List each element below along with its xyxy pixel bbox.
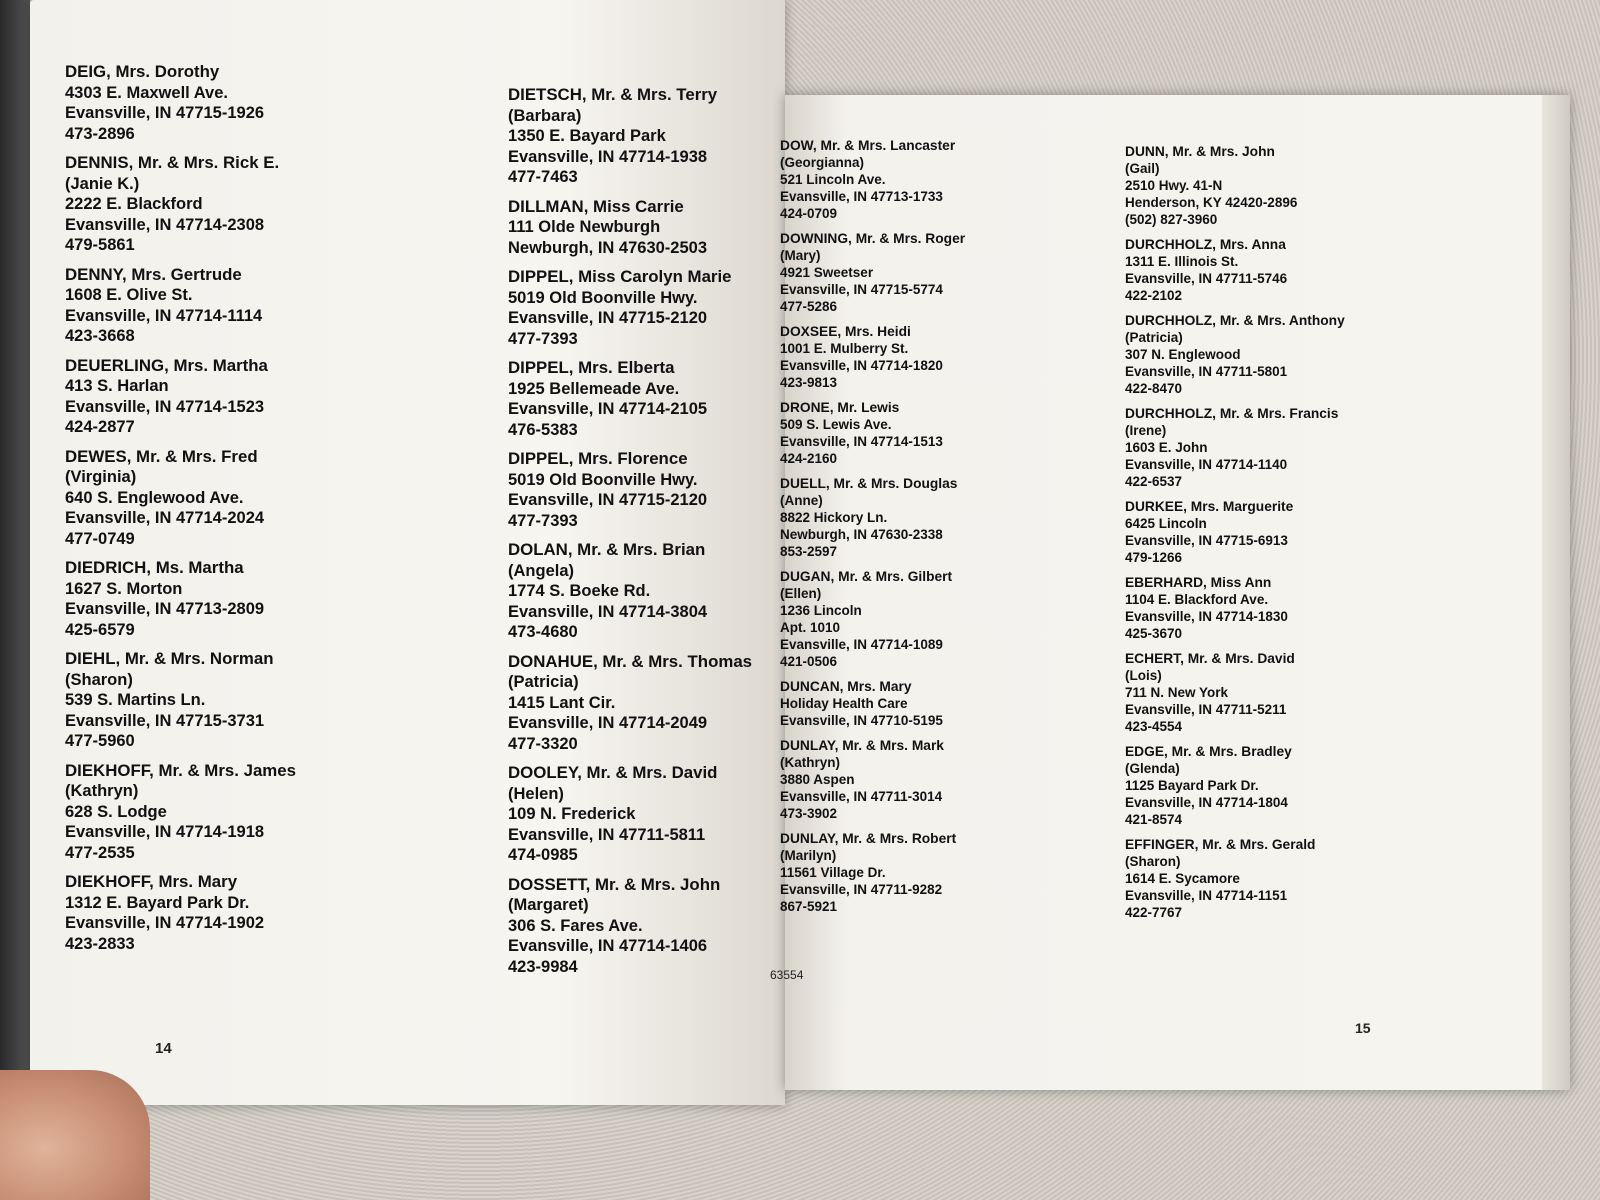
entry-line: 477-2535 [65, 843, 135, 862]
entry-line: Evansville, IN 47714-1406 [508, 937, 708, 955]
entry-line: (Angela) [508, 561, 574, 580]
entry-line: Evansville, IN 47714-1820 [780, 358, 943, 373]
entry-line: Evansville, IN 47714-1523 [65, 397, 265, 416]
entry-name: DIETSCH, Mr. & Mrs. Terry [508, 85, 718, 104]
directory-entry [65, 153, 425, 256]
entry-line: 424-2160 [780, 451, 838, 466]
right-column-1 [780, 137, 1140, 923]
entry-line: 422-8470 [1125, 381, 1183, 396]
entry-line: Evansville, IN 47714-1902 [65, 914, 265, 932]
entry-line: 477-3320 [508, 734, 578, 753]
entry-name: DENNY, Mrs. Gertrude [65, 264, 242, 284]
entry-name: DUNCAN, Mrs. Mary [780, 679, 912, 694]
directory-entry [780, 568, 1140, 670]
entry-line: 1627 S. Morton [65, 579, 183, 598]
entry-name: ECHERT, Mr. & Mrs. David [1125, 651, 1295, 666]
entry-line: 477-7463 [508, 168, 578, 186]
entry-line: Evansville, IN 47714-1151 [1125, 888, 1288, 903]
entry-line: Evansville, IN 47715-6913 [1125, 533, 1288, 548]
left-column-1 [65, 62, 425, 963]
entry-line: Evansville, IN 47711-3014 [780, 789, 943, 804]
entry-name: DRONE, Mr. Lewis [780, 400, 900, 415]
entry-line: 628 S. Lodge [65, 802, 167, 821]
entry-name: DOSSETT, Mr. & Mrs. John [508, 874, 721, 894]
entry-line: 4921 Sweetser [780, 265, 874, 280]
entry-line: (Gail) [1125, 161, 1160, 176]
entry-line: 474-0985 [508, 846, 578, 864]
entry-line: Evansville, IN 47711-9282 [780, 882, 943, 897]
left-page [30, 0, 785, 1105]
entry-line: 422-6537 [1125, 474, 1183, 489]
entry-line: (Glenda) [1125, 761, 1180, 776]
entry-line: 1312 E. Bayard Park Dr. [65, 893, 250, 912]
entry-line: (Margaret) [508, 896, 589, 914]
entry-line: 6425 Lincoln [1125, 516, 1207, 531]
entry-line: Newburgh, IN 47630-2338 [780, 527, 943, 542]
entry-name: DOLAN, Mr. & Mrs. Brian [508, 540, 706, 559]
entry-name: DIEKHOFF, Mr. & Mrs. James [65, 760, 296, 780]
entry-line: 473-4680 [508, 623, 578, 641]
entry-line: Evansville, IN 47714-3804 [508, 602, 708, 621]
directory-entry [1125, 236, 1485, 304]
entry-name: DEUERLING, Mrs. Martha [65, 355, 268, 375]
entry-line: 5019 Old Boonville Hwy. [508, 288, 698, 307]
entry-line: 3880 Aspen [780, 772, 855, 787]
directory-entry [780, 737, 1140, 822]
entry-line: Evansville, IN 47714-2049 [508, 714, 708, 732]
entry-line: 2222 E. Blackford [65, 195, 203, 213]
entry-line: (502) 827-3960 [1125, 212, 1218, 227]
directory-entry [780, 399, 1140, 467]
entry-line: (Patricia) [508, 673, 579, 691]
directory-entry [65, 62, 425, 144]
entry-line: Evansville, IN 47714-1089 [780, 637, 943, 652]
directory-entry [65, 649, 425, 752]
entry-name: DEIG, Mrs. Dorothy [65, 62, 220, 81]
entry-line: Evansville, IN 47711-5211 [1125, 702, 1287, 717]
directory-entry [65, 265, 425, 347]
entry-name: DIEDRICH, Ms. Martha [65, 558, 244, 577]
entry-line: 640 S. Englewood Ave. [65, 488, 244, 507]
entry-line: 477-7393 [508, 329, 578, 348]
directory-entry [780, 137, 1140, 222]
directory-entry [1125, 743, 1485, 828]
entry-line: 421-0506 [780, 654, 838, 669]
entry-line: 479-1266 [1125, 550, 1183, 565]
right-page [770, 95, 1570, 1090]
directory-entry [1125, 836, 1485, 921]
entry-name: DIEHL, Mr. & Mrs. Norman [65, 649, 274, 668]
entry-name: DIEKHOFF, Mrs. Mary [65, 872, 238, 891]
entry-line: 307 N. Englewood [1125, 347, 1241, 362]
entry-line: 479-5861 [65, 236, 135, 254]
entry-line: 477-0749 [65, 529, 135, 548]
thumb [0, 1070, 150, 1200]
entry-line: 4303 E. Maxwell Ave. [65, 83, 228, 102]
entry-line: 423-2833 [65, 934, 135, 953]
right-column-2 [1125, 143, 1485, 929]
entry-line: 476-5383 [508, 420, 578, 439]
entry-line: 413 S. Harlan [65, 377, 169, 395]
entry-line: (Helen) [508, 784, 564, 803]
entry-name: DENNIS, Mr. & Mrs. Rick E. [65, 153, 280, 172]
entry-line: (Lois) [1125, 668, 1162, 683]
entry-line: 423-9813 [780, 375, 838, 390]
entry-line: 11561 Village Dr. [780, 865, 886, 880]
entry-line: 1608 E. Olive St. [65, 286, 193, 304]
directory-entry [65, 872, 425, 954]
entry-line: 1415 Lant Cir. [508, 693, 616, 712]
entry-line: 539 S. Martins Ln. [65, 691, 206, 709]
entry-line: 425-3670 [1125, 626, 1183, 641]
entry-name: DEWES, Mr. & Mrs. Fred [65, 446, 258, 466]
entry-name: DILLMAN, Miss Carrie [508, 196, 684, 216]
entry-line: 109 N. Frederick [508, 805, 636, 823]
directory-entry [780, 830, 1140, 915]
entry-line: Evansville, IN 47714-1830 [1125, 609, 1288, 624]
entry-line: 1125 Bayard Park Dr. [1125, 778, 1259, 793]
entry-line: 1104 E. Blackford Ave. [1125, 592, 1269, 607]
directory-entry [1125, 405, 1485, 490]
entry-line: 111 Olde Newburgh [508, 218, 661, 236]
entry-line: 2510 Hwy. 41-N [1125, 178, 1223, 193]
entry-line: Evansville, IN 47715-5774 [780, 282, 943, 297]
entry-line: (Anne) [780, 493, 823, 508]
entry-name: DUNLAY, Mr. & Mrs. Robert [780, 831, 957, 846]
entry-line: 477-7393 [508, 511, 578, 530]
entry-line: Evansville, IN 47715-2120 [508, 309, 708, 327]
directory-entry [1125, 650, 1485, 735]
entry-line: Evansville, IN 47715-2120 [508, 491, 708, 509]
entry-line: 1925 Bellemeade Ave. [508, 379, 680, 398]
entry-line: Evansville, IN 47714-1140 [1125, 457, 1288, 472]
entry-line: Newburgh, IN 47630-2503 [508, 238, 707, 257]
directory-entry [780, 230, 1140, 315]
entry-line: Evansville, IN 47714-1804 [1125, 795, 1288, 810]
entry-name: DURCHHOLZ, Mr. & Mrs. Francis [1125, 406, 1339, 421]
entry-name: DUNLAY, Mr. & Mrs. Mark [780, 738, 944, 753]
entry-line: 1001 E. Mulberry St. [780, 341, 909, 356]
entry-line: 425-6579 [65, 620, 135, 639]
directory-entry [780, 475, 1140, 560]
entry-line: Evansville, IN 47714-2105 [508, 400, 708, 418]
directory-entry [65, 447, 425, 550]
entry-line: Evansville, IN 47711-5811 [508, 825, 706, 844]
entry-line: Holiday Health Care [780, 696, 908, 711]
entry-name: EDGE, Mr. & Mrs. Bradley [1125, 744, 1292, 759]
entry-line: 477-5960 [65, 732, 135, 750]
entry-line: (Janie K.) [65, 174, 140, 193]
entry-line: 473-3902 [780, 806, 838, 821]
entry-line: 421-8574 [1125, 812, 1183, 827]
entry-line: 521 Lincoln Ave. [780, 172, 886, 187]
entry-line: 1603 E. John [1125, 440, 1208, 455]
entry-name: DUNN, Mr. & Mrs. John [1125, 144, 1275, 159]
entry-line: Henderson, KY 42420-2896 [1125, 195, 1298, 210]
entry-line: Evansville, IN 47714-1114 [65, 306, 263, 325]
entry-line: 711 N. New York [1125, 685, 1229, 700]
directory-entry [1125, 143, 1485, 228]
entry-line: Apt. 1010 [780, 620, 841, 635]
entry-line: 423-9984 [508, 957, 578, 976]
entry-line: 424-0709 [780, 206, 838, 221]
entry-line: Evansville, IN 47714-2308 [65, 215, 265, 234]
entry-line: (Virginia) [65, 468, 137, 486]
entry-line: 1236 Lincoln [780, 603, 862, 618]
directory-entry [65, 356, 425, 438]
entry-line: 853-2597 [780, 544, 838, 559]
entry-name: DOWNING, Mr. & Mrs. Roger [780, 231, 966, 246]
entry-line: 423-3668 [65, 327, 135, 345]
entry-line: 306 S. Fares Ave. [508, 916, 643, 935]
entry-line: Evansville, IN 47711-5746 [1125, 271, 1288, 286]
directory-entry [1125, 498, 1485, 566]
entry-line: (Ellen) [780, 586, 822, 601]
entry-line: (Barbara) [508, 106, 582, 125]
entry-name: DUGAN, Mr. & Mrs. Gilbert [780, 569, 953, 584]
entry-name: EBERHARD, Miss Ann [1125, 575, 1272, 590]
entry-line: (Irene) [1125, 423, 1167, 438]
directory-entry [65, 761, 425, 864]
entry-line: (Patricia) [1125, 330, 1183, 345]
entry-name: DUELL, Mr. & Mrs. Douglas [780, 476, 958, 491]
entry-line: Evansville, IN 47714-1918 [65, 823, 265, 841]
directory-entry [780, 323, 1140, 391]
entry-line: (Georgianna) [780, 155, 865, 170]
entry-name: DOXSEE, Mrs. Heidi [780, 324, 911, 339]
entry-line: 423-4554 [1125, 719, 1183, 734]
entry-name: DOW, Mr. & Mrs. Lancaster [780, 138, 956, 153]
entry-line: Evansville, IN 47711-5801 [1125, 364, 1288, 379]
entry-name: DURCHHOLZ, Mr. & Mrs. Anthony [1125, 313, 1345, 328]
entry-line: Evansville, IN 47715-1926 [65, 104, 265, 122]
entry-line: Evansville, IN 47713-1733 [780, 189, 943, 204]
entry-name: DOOLEY, Mr. & Mrs. David [508, 763, 718, 782]
page-number-left: 14 [155, 1040, 172, 1057]
entry-line: (Sharon) [65, 670, 133, 689]
entry-name: DIPPEL, Miss Carolyn Marie [508, 267, 732, 286]
entry-line: (Sharon) [1125, 854, 1181, 869]
directory-entry [780, 678, 1140, 729]
entry-line: 473-2896 [65, 124, 135, 143]
entry-line: 1350 E. Bayard Park [508, 127, 666, 145]
entry-line: Evansville, IN 47714-1513 [780, 434, 943, 449]
directory-entry [65, 558, 425, 640]
entry-line: 1774 S. Boeke Rd. [508, 582, 651, 600]
entry-line: (Kathryn) [65, 782, 139, 800]
entry-name: DIPPEL, Mrs. Florence [508, 449, 688, 468]
entry-line: 1614 E. Sycamore [1125, 871, 1240, 886]
entry-name: DURKEE, Mrs. Marguerite [1125, 499, 1294, 514]
entry-name: DURCHHOLZ, Mrs. Anna [1125, 237, 1286, 252]
entry-line: 477-5286 [780, 299, 838, 314]
page-number-right: 15 [1355, 1020, 1371, 1036]
entry-line: 867-5921 [780, 899, 838, 914]
entry-name: DIPPEL, Mrs. Elberta [508, 358, 675, 377]
page-edge [1542, 95, 1570, 1090]
entry-line: Evansville, IN 47714-1938 [508, 147, 708, 166]
entry-name: DONAHUE, Mr. & Mrs. Thomas [508, 651, 753, 671]
footer-code: 63554 [770, 968, 804, 982]
entry-line: Evansville, IN 47710-5195 [780, 713, 943, 728]
entry-line: 8822 Hickory Ln. [780, 510, 888, 525]
entry-line: 424-2877 [65, 418, 135, 436]
entry-line: Evansville, IN 47715-3731 [65, 711, 265, 730]
entry-name: EFFINGER, Mr. & Mrs. Gerald [1125, 837, 1316, 852]
entry-line: 5019 Old Boonville Hwy. [508, 470, 698, 489]
entry-line: 422-2102 [1125, 288, 1183, 303]
entry-line: (Kathryn) [780, 755, 840, 770]
entry-line: Evansville, IN 47713-2809 [65, 600, 265, 618]
book-cover-edge [0, 0, 30, 1200]
entry-line: (Marilyn) [780, 848, 837, 863]
directory-entry [1125, 574, 1485, 642]
directory-entry [1125, 312, 1485, 397]
entry-line: (Mary) [780, 248, 821, 263]
entry-line: Evansville, IN 47714-2024 [65, 509, 265, 527]
entry-line: 422-7767 [1125, 905, 1183, 920]
entry-line: 509 S. Lewis Ave. [780, 417, 892, 432]
entry-line: 1311 E. Illinois St. [1125, 254, 1239, 269]
